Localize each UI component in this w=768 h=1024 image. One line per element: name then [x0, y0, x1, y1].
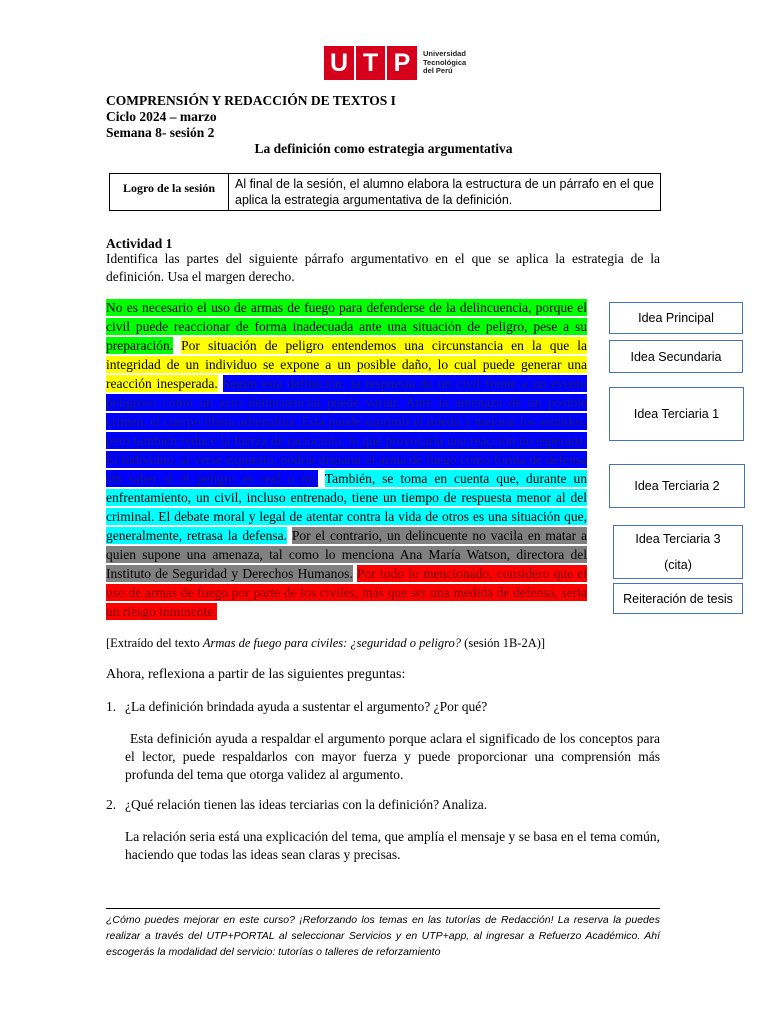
tertiary-idea-2-text: También, se toma en cuenta que, durante un enfrentamiento, un civil, incluso entrenado, tiene un tiempo de respuesta menor al del criminal. El debate moral y legal de atentar contra la vida de otros es una situación que, generalmente, retrasa la defensa.: [106, 471, 588, 543]
question-number: 2.: [106, 797, 117, 812]
secondary-idea-text: Por situación de peligro entendemos una circunstancia en la que la integridad de un individuo se expone a un posible daño, lo cual puede generar una reacción inesperada.: [106, 338, 587, 391]
question-number: 1.: [106, 699, 117, 714]
logo-letter-t: T: [356, 46, 385, 80]
tertiary-idea-3-text: Por el contrario, un delincuente no vacila en matar a quien supone una amenaza, tal como lo menciona Ana María Watson, directora del Instituto de Seguridad y Derechos Humanos.: [106, 528, 588, 581]
logo-letter-u: U: [324, 46, 354, 80]
label-idea-terciaria-2: Idea Terciaria 2: [609, 464, 745, 508]
label-idea-terciaria-1: Idea Terciaria 1: [609, 387, 744, 441]
label-idea-terciaria-3: [613, 525, 743, 579]
course-title: COMPRENSIÓN Y REDACCIÓN DE TEXTOS I: [106, 93, 396, 108]
utp-logo: [324, 45, 483, 81]
question-2: [106, 796, 660, 814]
cycle-label: Ciclo 2024 – marzo: [106, 109, 217, 124]
university-name-line: Universidad: [423, 49, 466, 59]
logro-label: Logro de la sesión: [110, 174, 229, 211]
question-text: ¿La definición brindada ayuda a sustentar el argumento? ¿Por qué?: [125, 699, 488, 714]
logo-letter-p: P: [387, 46, 417, 80]
question-1: [106, 698, 660, 716]
argumentative-paragraph: [106, 298, 587, 621]
source-prefix: [Extraído del texto: [106, 636, 203, 650]
activity-title: Actividad 1: [106, 236, 173, 251]
main-idea-text: No es necesario el uso de armas de fuego para defenderse de la delincuencia, porque el civil puede reaccionar de forma inadecuada ante una situación de peligro, pese a su preparación.: [106, 300, 587, 353]
activity-instructions: Identifica las partes del siguiente párrafo argumentativo en el que se aplica la estrategia de la definición. Usa el margen derecho.: [106, 251, 660, 284]
label-idea-terciaria-3-cita: (cita): [664, 558, 692, 572]
tertiary-idea-1-text: Según esta definición, la respuesta de un civil frente a un evento peligroso como un acto delincuencial puede variar. Ante la amenaza de un posible crimen, el cuerpo libera adrenalina. Esta puede suprimir el miedo y mejorar los sentidos, pero también reduce la fuerza de raciocinio, lo que provocaría una reacción no esperada. El individuo, al verse expuesto, podría disparar el arma de fuego como forma de defensa sin saber si el peligro es real o no.: [106, 376, 587, 486]
source-title: Armas de fuego para civiles: ¿seguridad o peligro?: [202, 636, 462, 650]
footer-note: ¿Cómo puedes mejorar en este curso? ¡Reforzando los temas en las tutorías de Redacción! La reserva la puedes realizar a través del UTP+PORTAL al seleccionar Servicios y en UTP+app, al ingresar a Refuerzo Académico. Ahí escogerás la modalidad del servicio: tutorías o talleres de reforzamiento: [106, 914, 660, 958]
label-idea-terciaria-3-title: Idea Terciaria 3: [635, 532, 721, 546]
label-idea-secundaria: Idea Secundaria: [609, 340, 743, 373]
utp-letters: [324, 46, 417, 80]
logro-table: [109, 173, 661, 211]
answer-1: Esta definición ayuda a respaldar el argumento porque aclara el significado de los conceptos para el lector, puede respaldarlos con mayor fuerza y puede proporcionar una comprensión más profunda del tema que otorga validez al argumento.: [125, 731, 660, 782]
university-name: [423, 50, 483, 76]
label-reiteracion-tesis: Reiteración de tesis: [613, 583, 743, 614]
week-label: Semana 8- sesión 2: [106, 125, 215, 140]
thesis-reiteration-text: Por todo lo mencionado, considero que el uso de armas de fuego por parte de los civiles, más que ser una medida de defensa, sería un riesgo inminente.: [106, 566, 588, 619]
university-name-line: Tecnológica: [423, 57, 467, 67]
university-name-line: del Perú: [423, 66, 453, 76]
source-citation: [106, 634, 660, 652]
label-idea-principal: Idea Principal: [609, 302, 743, 334]
reflection-intro: Ahora, reflexiona a partir de las siguientes preguntas:: [106, 667, 406, 682]
answer-2: La relación seria está una explicación del tema, que amplía el mensaje y se basa en el tema común, haciendo que todas las ideas sean claras y precisas.: [125, 829, 660, 862]
source-suffix: (sesión 1B-2A)]: [461, 636, 546, 650]
question-text: ¿Qué relación tienen las ideas terciarias con la definición? Analiza.: [125, 797, 488, 812]
session-title: La definición como estrategia argumentativa: [254, 141, 513, 156]
logro-text: Al final de la sesión, el alumno elabora la estructura de un párrafo en el que aplica la estrategia argumentativa de la definición.: [229, 174, 661, 211]
footer-divider: [106, 908, 660, 909]
